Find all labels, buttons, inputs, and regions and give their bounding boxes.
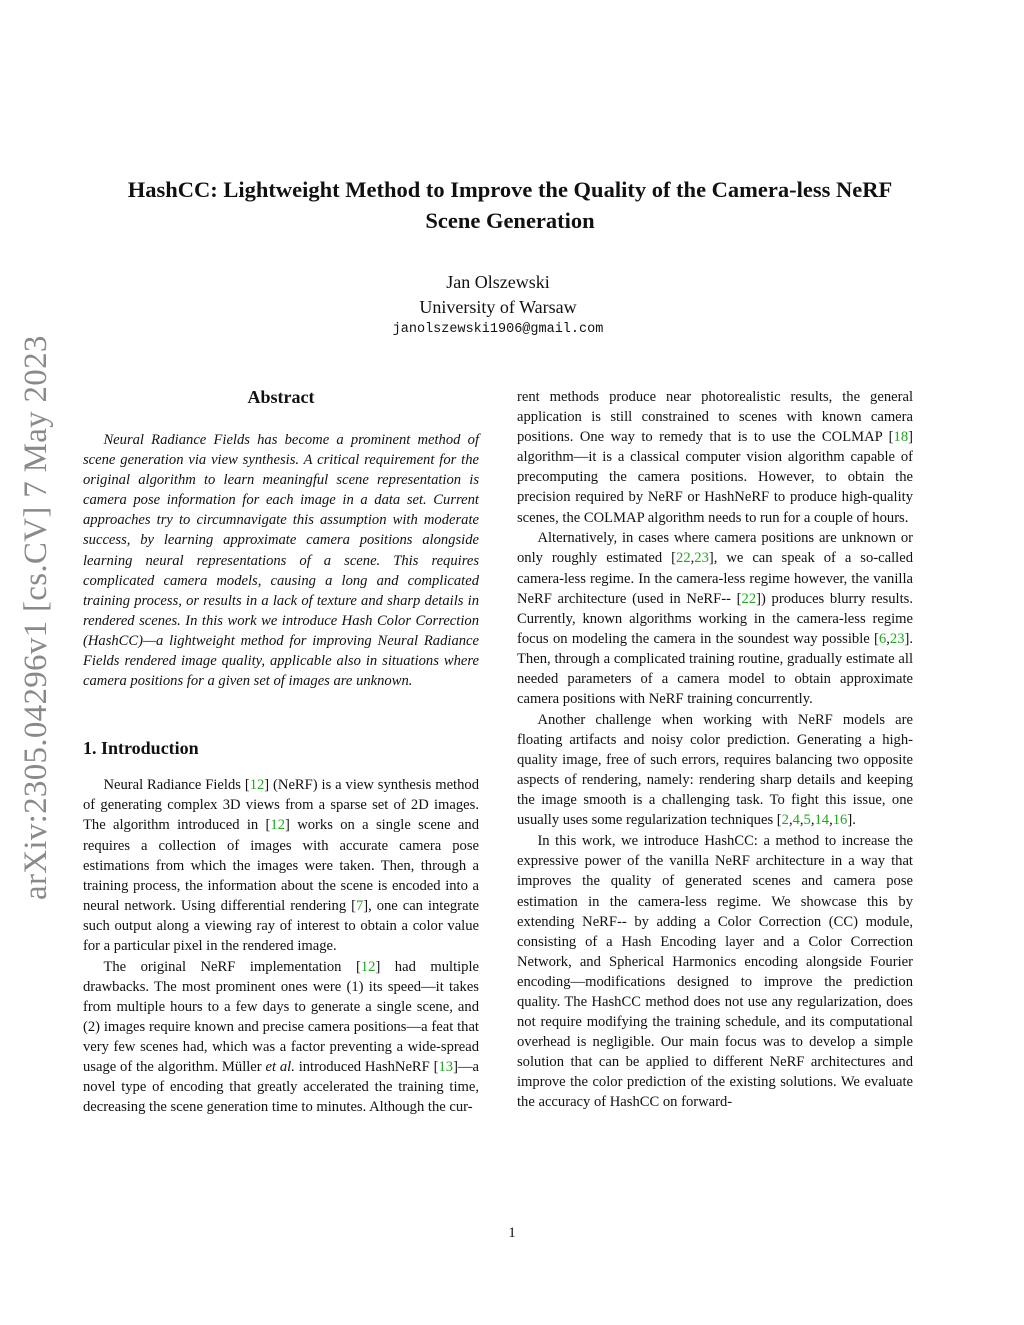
citation-link[interactable]: 6: [878, 630, 887, 647]
author-email: janolszewski1906@gmail.com: [392, 322, 604, 337]
arxiv-identifier: arXiv:2305.04296v1 [cs.CV] 7 May 2023: [18, 335, 54, 900]
text-run: ] (NeRF) is a view synthesis method of generating complex 3D views from a sparse set of 2D images. The algorithm introduced in [: [83, 777, 479, 834]
text-run: ,: [829, 812, 833, 829]
left-column: [83, 384, 479, 1118]
text-run: ,: [886, 630, 890, 647]
text-run: ,: [799, 812, 804, 829]
text-run: Neural Radiance Fields [: [103, 777, 250, 794]
author-name: Jan Olszewski: [446, 272, 550, 292]
intro-paragraph-4: [517, 528, 913, 709]
intro-paragraph-2: [83, 957, 479, 1118]
page-number: 1: [508, 1225, 516, 1241]
abstract-text: Neural Radiance Fields has become a prominent method of scene generation via view synthesis. A critical requirement for the original algorithm to learn meaningful scene representation is camera pose information for each image in a data set. Current approaches try to circumnavigate this assumption with moderate success, by learning approximate camera positions alongside learning neural representations of a scene. This requires complicated camera models, causing a long and complicated training process, or results in a lack of texture and sharp details in rendered scenes. In this work we introduce Hash Color Correction (HashCC)—a lightweight method for improving Neural Radiance Fields rendered image quality, applicable also in situations where camera positions for a given set of images are unknown.: [83, 432, 479, 690]
intro-paragraph-3: [517, 387, 913, 528]
citation-link[interactable]: 12: [360, 958, 376, 975]
citation-link[interactable]: 5: [803, 812, 811, 829]
text-run: The original NeRF implementation [: [103, 958, 361, 975]
citation-link[interactable]: 2: [781, 812, 789, 829]
text-run: Alternatively, in cases where camera positions are unknown or only roughly estimated [: [517, 530, 913, 567]
text-run: ]. Then, through a complicated training routine, gradually estimate all needed parameters of a camera model to obtain approximate camera positions with NeRF training concurrently.: [517, 630, 913, 708]
citation-link[interactable]: 14: [814, 812, 830, 829]
et-al-text: et al.: [265, 1059, 295, 1076]
text-run: ,: [810, 812, 815, 829]
intro-paragraph-5: [517, 710, 913, 831]
right-column: [517, 387, 913, 1113]
text-run: ] works on a single scene and requires a collection of images with accurate camera pose estimations from which the images were taken. Then, through a training process, the information about the scene is encoded into a neural network. Using differential rendering [: [83, 817, 479, 914]
text-run: ] algorithm—it is a classical computer vision algorithm capable of precomputing the camera positions. However, to obtain the precision required by NeRF or HashNeRF to produce high-quality scenes, the COLMAP algorithm needs to run for a couple of hours.: [517, 429, 913, 526]
text-run: ,: [788, 812, 793, 829]
abstract-heading: Abstract: [247, 387, 315, 407]
citation-link[interactable]: 18: [893, 429, 909, 446]
title-line-2: Scene Generation: [425, 208, 595, 233]
text-run: ], one can integrate such output along a viewing ray of interest to obtain a color value for a particular pixel in the rendered image.: [83, 897, 479, 954]
citation-link[interactable]: 12: [270, 817, 286, 834]
author-affiliation: University of Warsaw: [419, 297, 577, 317]
text-run: ,: [690, 550, 695, 567]
text-run: ].: [847, 812, 856, 829]
text-run: ] had multiple drawbacks. The most prominent ones were (1) its speed—it takes from multiple hours to a few days to generate a single scene, and (2) images require known and precise camera positions—a feat that very few scenes had, which was a factor preventing a wide-spread usage of the algorithm. Müller: [83, 958, 480, 1076]
citation-link[interactable]: 12: [249, 777, 265, 794]
citation-link[interactable]: 23: [694, 550, 709, 567]
citation-link[interactable]: 16: [832, 812, 848, 829]
citation-link[interactable]: 4: [792, 812, 800, 829]
paper-title: [80, 174, 940, 236]
intro-paragraph-1: [83, 775, 479, 956]
text-run: ], we can speak of a so-called camera-less regime. In the camera-less regime however, the vanilla NeRF architecture (used in NeRF-- [: [517, 550, 913, 607]
text-run: introduced HashNeRF [: [294, 1059, 439, 1076]
title-line-1: HashCC: Lightweight Method to Improve the Quality of the Camera-less NeRF: [127, 177, 893, 202]
text-run: ]—a novel type of encoding that greatly accelerated the training time, decreasing the scene generation time to minutes. Although the cur-: [83, 1059, 480, 1116]
citation-link[interactable]: 22: [676, 550, 691, 567]
citation-link[interactable]: 7: [355, 897, 364, 914]
text-run: Another challenge when working with NeRF models are floating artifacts and noisy color prediction. Generating a high-quality image, free of such errors, requires balancing two opposite aspects of rendering, namely: rendering sharp details and keeping the image smooth is a challenging task. To fight this issue, one usually uses some regularization techniques [: [517, 711, 913, 829]
citation-link[interactable]: 23: [889, 630, 905, 647]
author-block: [80, 270, 916, 320]
text-run: ]) produces blurry results. Currently, known algorithms working in the camera-less regime focus on modeling the camera in the soundest way possible [: [517, 590, 913, 647]
introduction-heading: 1. Introduction: [83, 738, 199, 759]
citation-link[interactable]: 22: [741, 590, 757, 607]
citation-link[interactable]: 13: [438, 1059, 454, 1076]
intro-paragraph-6: In this work, we introduce HashCC: a method to increase the expressive power of the vanilla NeRF architecture in a way that improves the quality of generated scenes and camera pose estimation in the camera-less regime. We showcase this by extending NeRF-- by adding a Color Correction (CC) module, consisting of a Hash Encoding layer and a Color Correction Network, and Spherical Harmonics encoding alongside Fourier encoding—modifications designed to improve the prediction quality. The HashCC method does not use any regularization, does not require modifying the training schedule, and its computational overhead is negligible. Our main focus was to develop a simple solution that can be applied to different NeRF architectures and improve the color prediction of the existing solutions. We evaluate the accuracy of HashCC on forward-: [517, 833, 913, 1111]
text-run: rent methods produce near photorealistic results, the general application is still constrained to scenes with known camera positions. One way to remedy that is to use the COLMAP [: [517, 389, 913, 446]
